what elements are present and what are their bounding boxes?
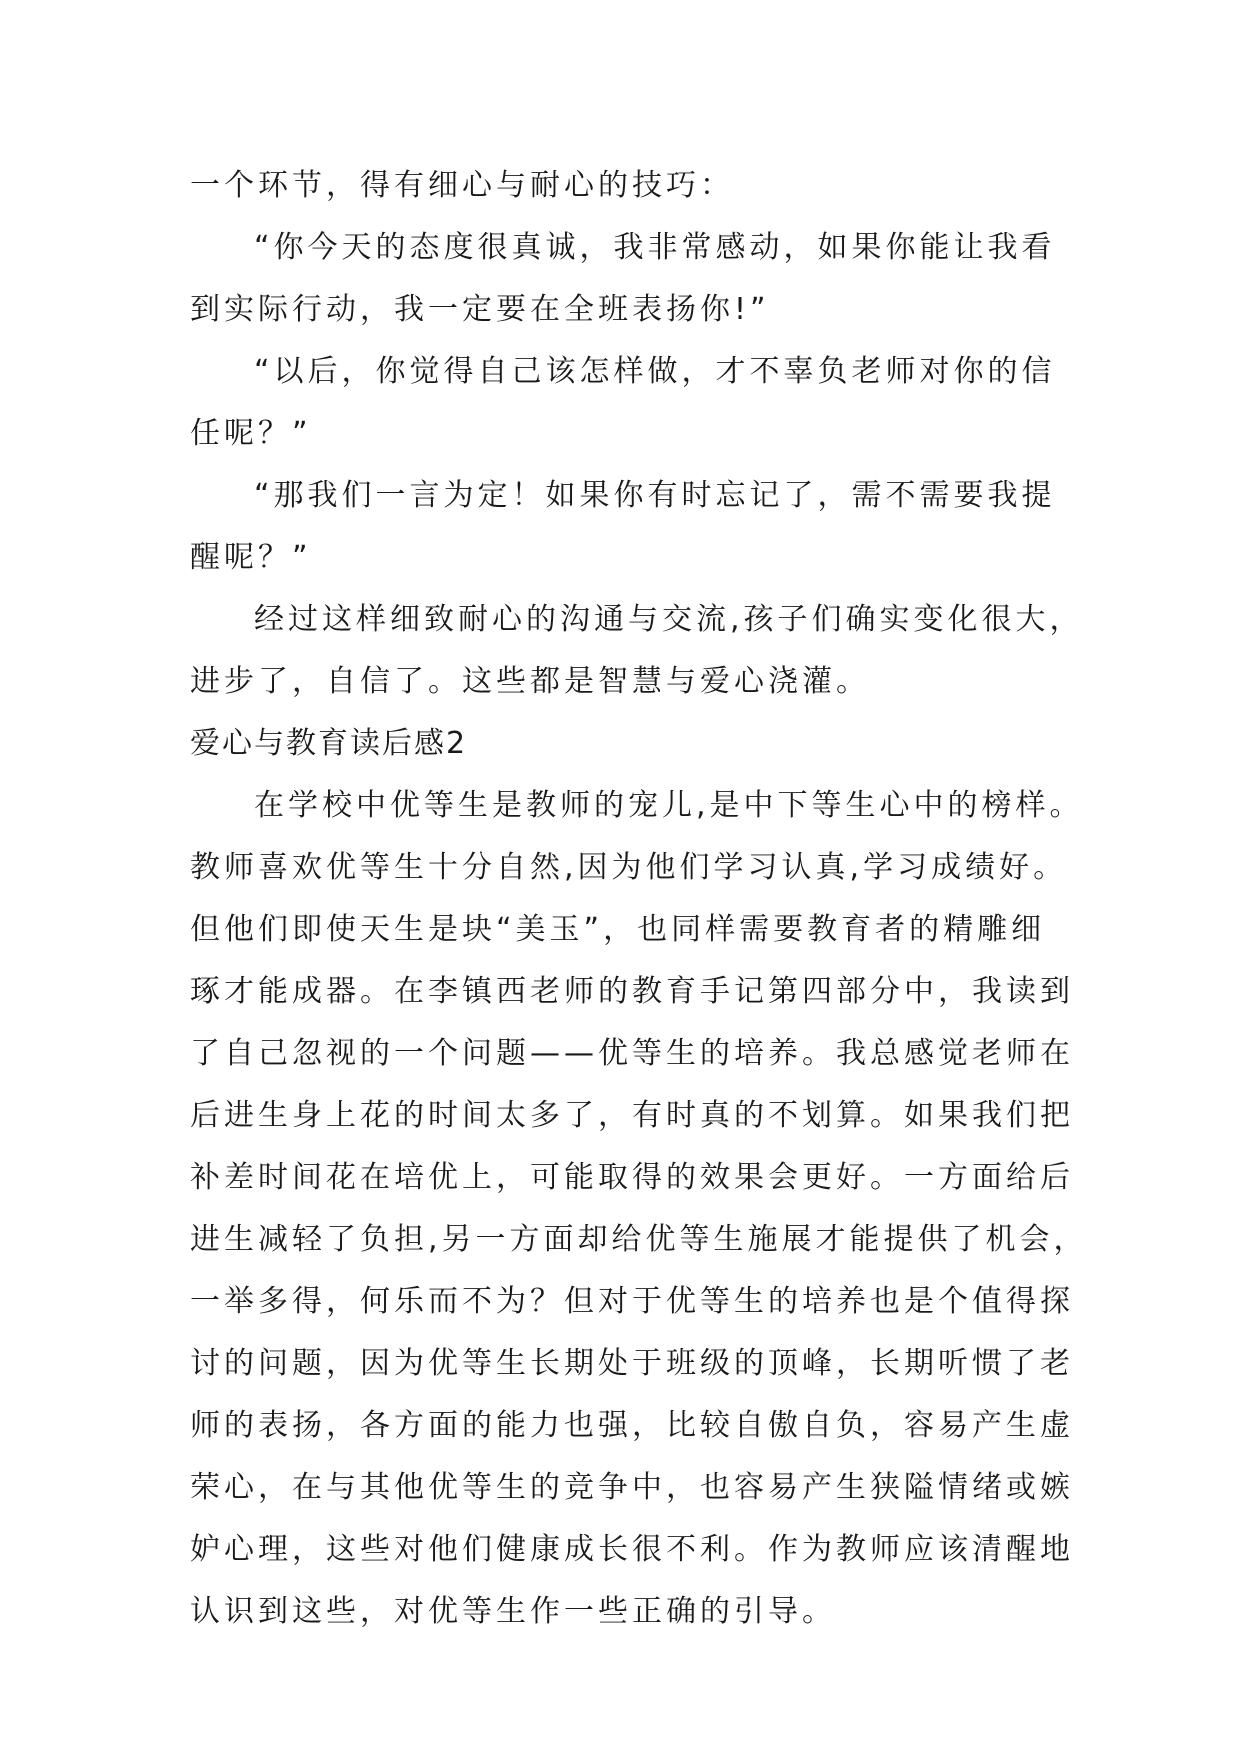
text-line: 在学校中优等生是教师的宠儿,是中下等生心中的榜样。	[254, 788, 1084, 823]
text-line: 补差时间花在培优上，可能取得的效果会更好。一方面给后	[190, 1160, 1074, 1195]
text-line: 认识到这些，对优等生作一些正确的引导。	[190, 1594, 836, 1629]
text-line: 了自己忽视的一个问题——优等生的培养。我总感觉老师在	[190, 1036, 1074, 1071]
text-line: 一举多得，何乐而不为？但对于优等生的培养也是个值得探	[190, 1284, 1074, 1319]
document-body	[190, 155, 1088, 1643]
text-line: 后进生身上花的时间太多了，有时真的不划算。如果我们把	[190, 1098, 1074, 1133]
text-line: 进生减轻了负担,另一方面却给优等生施展才能提供了机会，	[190, 1222, 1088, 1257]
text-line: 经过这样细致耐心的沟通与交流,孩子们确实变化很大，	[254, 602, 1084, 637]
text-line: 醒呢？”	[190, 540, 312, 575]
text-line: “那我们一言为定！如果你有时忘记了，需不需要我提	[254, 478, 1056, 513]
text-line: 讨的问题，因为优等生长期处于班级的顶峰，长期听惯了老	[190, 1346, 1074, 1381]
text-line: 教师喜欢优等生十分自然,因为他们学习认真,学习成绩好。	[190, 850, 1068, 885]
text-line: 但他们即使天生是块“美玉”，也同样需要教育者的精雕细	[190, 912, 1046, 947]
text-line: 妒心理，这些对他们健康成长很不利。作为教师应该清醒地	[190, 1532, 1074, 1567]
section-heading: 爱心与教育读后感2	[190, 726, 468, 761]
text-line: 进步了，自信了。这些都是智慧与爱心浇灌。	[190, 664, 870, 699]
text-line: 一个环节，得有细心与耐心的技巧：	[190, 168, 734, 203]
text-line: 琢才能成器。在李镇西老师的教育手记第四部分中，我读到	[190, 974, 1074, 1009]
text-line: 师的表扬，各方面的能力也强，比较自傲自负，容易产生虚	[190, 1408, 1074, 1443]
text-line: “以后，你觉得自己该怎样做，才不辜负老师对你的信	[254, 354, 1056, 389]
text-line: 到实际行动，我一定要在全班表扬你!”	[190, 292, 770, 327]
text-line: 荣心，在与其他优等生的竞争中，也容易产生狭隘情绪或嫉	[190, 1470, 1074, 1505]
text-line: “你今天的态度很真诚，我非常感动，如果你能让我看	[254, 230, 1056, 265]
text-line: 任呢？”	[190, 416, 312, 451]
